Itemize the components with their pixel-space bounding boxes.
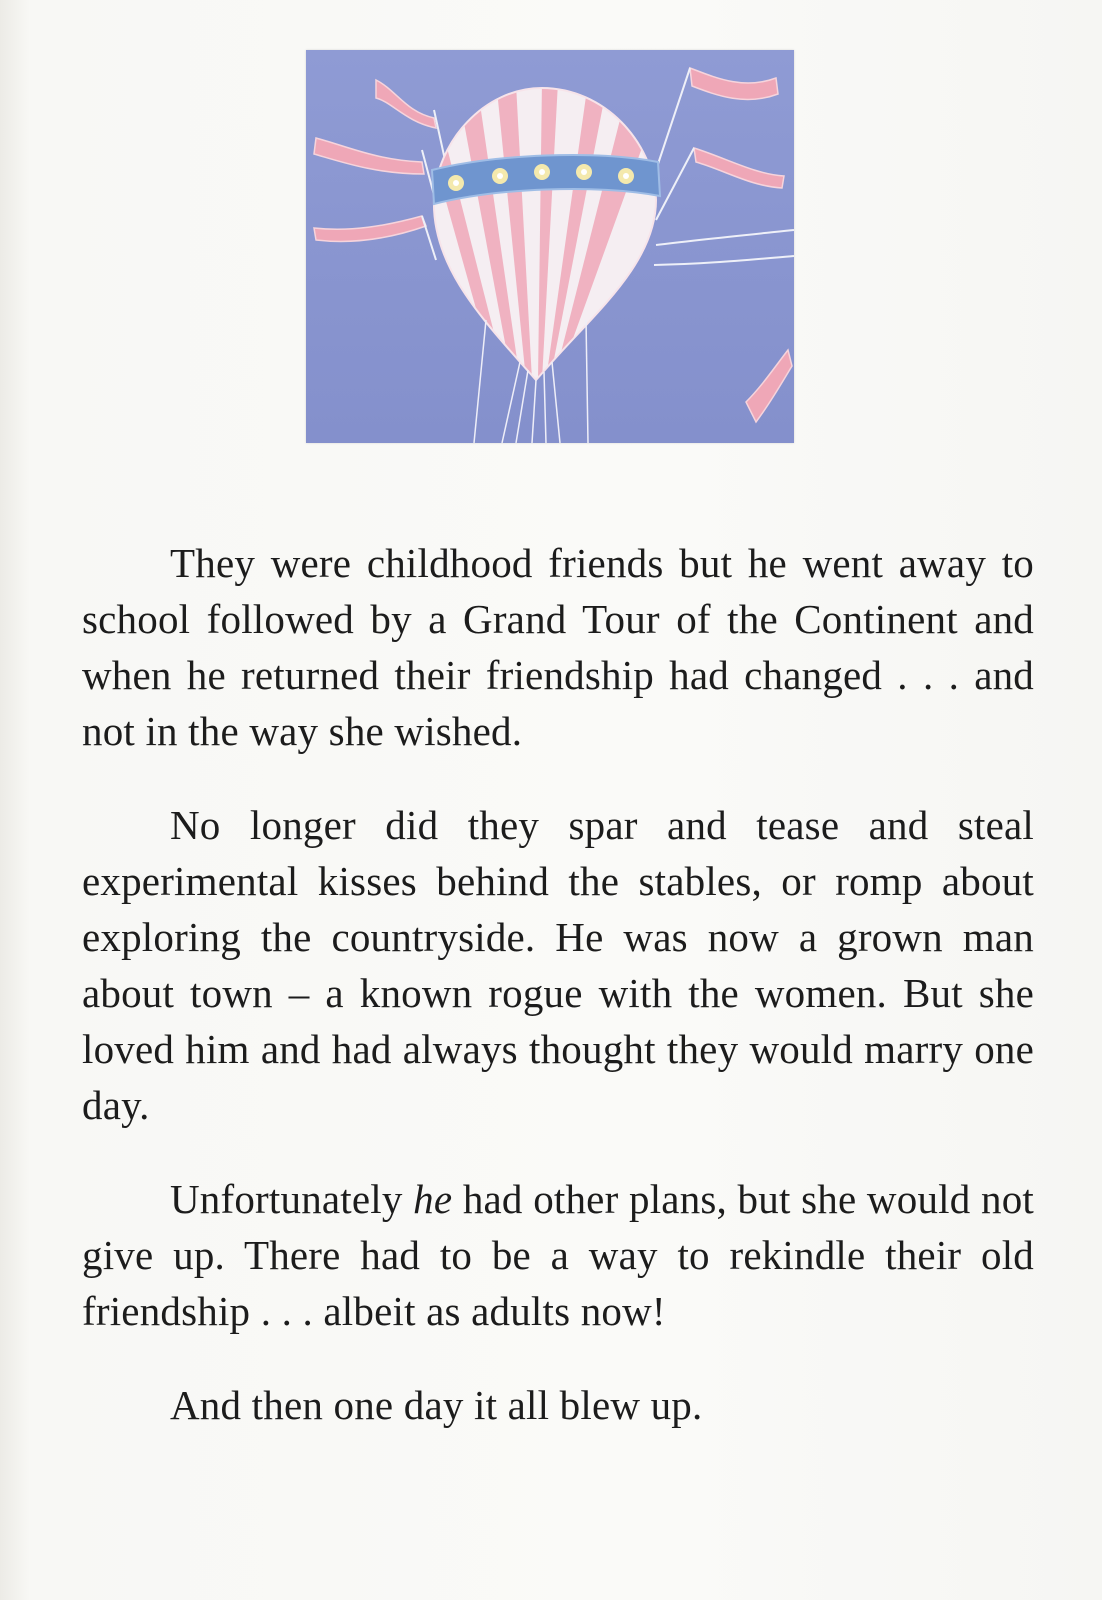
paragraph-2: No longer did they spar and tease and steal experimental kisses behind the stables, or romp about exploring the countryside. He was now a grown man about town – a known rogue with the women. But she loved him and had always thought they would marry one day. bbox=[82, 802, 1034, 1128]
story-text bbox=[82, 535, 1034, 1433]
paragraph-4: And then one day it all blew up. bbox=[170, 1382, 703, 1428]
paragraph-3 bbox=[82, 1171, 1034, 1339]
paragraph-3-before: Unfortunately bbox=[170, 1176, 414, 1222]
paragraph-1: They were childhood friends but he went away to school followed by a Grand Tour of the Continent and when he returned their friendship had changed . . . and not in the way she wished. bbox=[82, 540, 1034, 754]
paragraph-3-emphasis: he bbox=[413, 1176, 453, 1222]
paragraph-3-after: had other plans, but she would not give up. There had to be a way to rekindle their old friendship . . . albeit as adults now! bbox=[82, 1176, 1034, 1334]
hot-air-balloon-illustration bbox=[306, 50, 794, 443]
